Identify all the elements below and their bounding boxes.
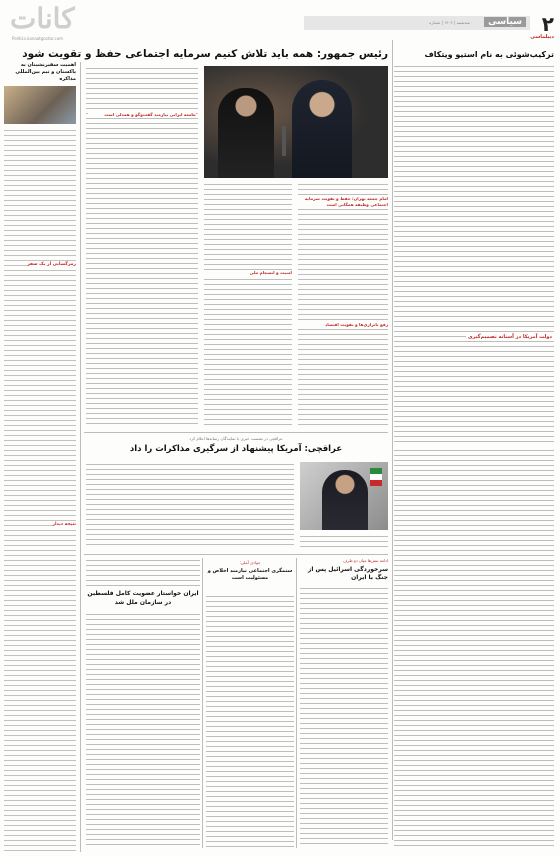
main-story-body-3 bbox=[298, 182, 388, 426]
israel-body-2 bbox=[394, 448, 554, 848]
main-subhead-1: جامعه ایرانی نیازمند گفت‌وگو و همدلی است bbox=[88, 112, 196, 118]
israel-body bbox=[300, 586, 388, 848]
israel-kicker: ادامه تنش‌ها میان دو طرف bbox=[343, 558, 388, 563]
section-subtitle: سه‌شنبه | ۱۴۰۴ | شماره bbox=[429, 20, 470, 25]
araghchi-photo bbox=[300, 462, 388, 530]
small-story-2-body bbox=[86, 612, 200, 848]
left-column-photo bbox=[4, 86, 76, 124]
small-story-2-headline: ایران خواستار عضویت کامل فلسطین در سازمان ملل شد bbox=[87, 590, 199, 606]
israel-headline: سرخوردگی اسرائیل پس از جنگ با ایران bbox=[307, 566, 388, 581]
right-column-subhead: دولت آمریکا در آستانه تصمیم‌گیری bbox=[467, 334, 552, 340]
section-title: سیاسی bbox=[484, 17, 526, 27]
left-column-subhead-2: نتیجه دیدار bbox=[52, 522, 76, 527]
main-story-body-2 bbox=[204, 182, 292, 426]
main-story-body bbox=[86, 66, 198, 426]
araghchi-body bbox=[86, 462, 294, 548]
column-divider bbox=[392, 40, 393, 840]
main-subhead-3: رفع ناترازی‌ها و تقویت اقتصاد bbox=[298, 322, 388, 327]
araghchi-body-2 bbox=[300, 534, 388, 548]
site-logo: کانات bbox=[10, 2, 75, 35]
horizontal-divider-2 bbox=[84, 554, 388, 555]
right-column-body bbox=[394, 64, 554, 444]
column-divider-4 bbox=[202, 558, 203, 848]
small-story-1-kicker: جوادی آملی: bbox=[239, 560, 261, 565]
column-divider-left bbox=[80, 62, 81, 852]
flag-icon bbox=[370, 468, 382, 486]
left-column-headline: اهمیت سفیرنشینان به پاکستان و تیم بین‌المللی مذاکره bbox=[15, 62, 76, 82]
araghchi-kicker: عراقچی در نشست خبری با نمایندگان رسانه‌ها اعلام کرد bbox=[189, 436, 283, 441]
page-number: ۲ bbox=[541, 12, 554, 36]
araghchi-headline: عراقچی: آمریکا پیشنهاد از سرگیری مذاکرات را داد bbox=[129, 444, 343, 454]
left-column-body bbox=[4, 128, 76, 852]
right-column-kicker: دیپلماسی bbox=[530, 34, 554, 40]
left-column-story bbox=[4, 62, 76, 852]
column-divider-3 bbox=[296, 558, 297, 848]
microphone-icon bbox=[282, 126, 286, 156]
main-headline: رئیس جمهور: همه باید تلاش کنیم سرمایه اجتماعی حفظ و تقویت شود bbox=[22, 48, 388, 60]
main-subhead-4: امنیت و انسجام ملی bbox=[204, 270, 292, 275]
small-story-2-top-body bbox=[86, 558, 200, 586]
main-story-photo bbox=[204, 66, 388, 178]
speaker-figure bbox=[292, 80, 352, 178]
right-column-headline: ترکیب‌شوئی به نام استیو ویتکاف bbox=[424, 50, 554, 59]
horizontal-divider bbox=[84, 432, 388, 433]
left-column-subhead-1: رمزگشایی از یک سفر bbox=[27, 262, 76, 267]
small-story-1-headline: ستمگری اجتماعی نیازمند اخلاص و مسئولیت است bbox=[207, 568, 293, 581]
logo-url: Politics.kanaatgostar.com bbox=[12, 36, 64, 41]
small-story-1-body bbox=[206, 594, 294, 848]
araghchi-figure bbox=[322, 470, 368, 530]
right-column-story bbox=[394, 34, 554, 444]
main-subhead-2: امام جمعه تهران: حفظ و تقویت سرمایه اجتماعی وظیفه همگانی است bbox=[298, 196, 388, 208]
cleric-figure bbox=[218, 88, 274, 178]
